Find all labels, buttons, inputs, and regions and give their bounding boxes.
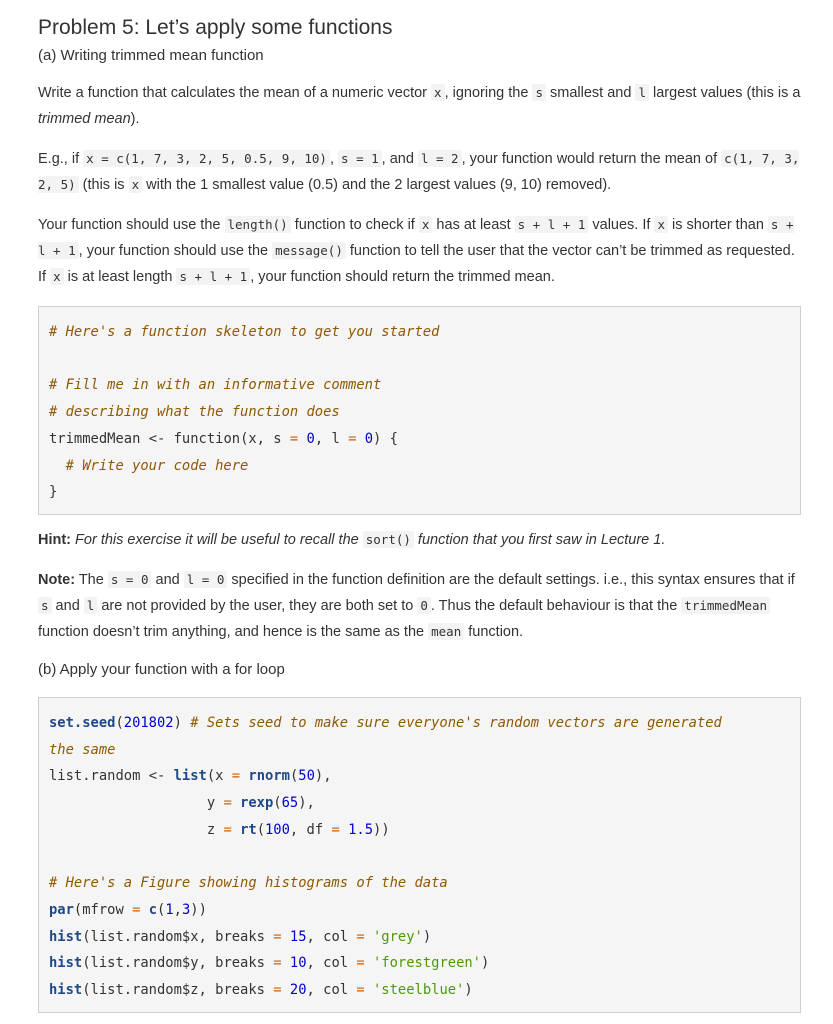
emphasis: trimmed mean	[38, 111, 131, 127]
text: and	[151, 571, 184, 588]
code-token: 0	[306, 430, 315, 447]
text: , and	[381, 151, 418, 167]
code-token: 65	[281, 795, 299, 812]
code-token: (	[256, 821, 265, 838]
code-token: 'grey'	[373, 928, 423, 945]
code-line	[49, 950, 790, 977]
code-token: =	[348, 981, 373, 998]
code-token: 'forestgreen'	[373, 955, 481, 972]
inline-code: x	[654, 216, 668, 233]
code-token: <-	[148, 768, 166, 785]
inline-code: s = 0	[108, 571, 152, 588]
text: ,	[329, 151, 339, 167]
code-token: =	[215, 795, 241, 812]
code-token: 50	[298, 768, 315, 785]
code-token: col	[323, 928, 349, 945]
code-token: =	[264, 955, 290, 972]
text: specified in the function definition are the default settings. i.e., this syntax ensures that if	[227, 571, 795, 588]
code-token: # Sets seed to make sure everyone's random vectors are generated	[190, 714, 722, 731]
code-token: x	[215, 768, 224, 785]
text: with the 1 smallest value (0.5) and the 2 largest values (9, 10) removed).	[142, 177, 612, 193]
code-token	[49, 822, 207, 838]
code-token: (	[73, 901, 83, 918]
inline-code: s + l + 1	[38, 217, 794, 258]
code-token: rt	[240, 821, 257, 838]
code-token: 20	[289, 981, 307, 998]
code-token	[165, 768, 173, 784]
code-token: =	[123, 901, 149, 918]
code-token: ,	[173, 901, 182, 918]
text: Write a function that calculates the mean of a numeric vector	[38, 85, 432, 101]
inline-code: s	[532, 84, 546, 101]
code-token: (list.random$x,	[82, 928, 216, 945]
code-line-blank	[49, 843, 790, 870]
code-token: col	[323, 955, 349, 972]
code-token: breaks	[215, 928, 265, 945]
code-line: # Here's a function skeleton to get you started	[49, 324, 440, 340]
code-line: # describing what the function does	[49, 404, 340, 421]
code-token: ,	[306, 928, 324, 945]
code-token: list	[173, 768, 207, 785]
code-token: z	[206, 821, 216, 838]
code-token: par	[49, 901, 74, 918]
code-token: hist	[49, 955, 83, 972]
code-line	[49, 897, 790, 924]
inline-code: x	[129, 176, 143, 193]
text: E.g., if	[38, 151, 84, 167]
text: function that you first saw in Lecture 1.	[413, 531, 666, 548]
text: is at least length	[63, 269, 177, 285]
code-line	[49, 790, 790, 817]
code-token: y	[206, 795, 216, 812]
text: function to tell the user that the vector can’t be trimmed as requested. If	[38, 243, 795, 285]
code-token: ))	[373, 821, 390, 838]
code-token: trimmedMean	[49, 430, 149, 447]
inline-code: x	[431, 84, 445, 101]
inline-code: s = 1	[338, 150, 382, 167]
code-token: =	[281, 430, 307, 447]
text: , ignoring the	[444, 85, 533, 101]
text: function.	[464, 623, 524, 640]
text: , your function should return the trimmed mean.	[250, 269, 555, 285]
code-token: =	[348, 928, 373, 945]
code-token: ),	[298, 795, 315, 812]
text: function doesn’t trim anything, and hence is the same as the	[38, 623, 429, 640]
code-token: ,	[306, 955, 324, 972]
code-token: s	[273, 430, 282, 447]
code-line	[49, 924, 790, 951]
code-token: ))	[190, 901, 207, 918]
code-token: (list.random$z,	[82, 981, 216, 998]
inline-code: 0	[417, 597, 431, 614]
code-block-skeleton[interactable]	[38, 306, 801, 515]
code-line-blank	[49, 346, 790, 373]
code-token: =	[348, 955, 373, 972]
text: and	[51, 597, 84, 614]
text: are not provided by the user, they are both set to	[97, 597, 418, 614]
code-line: # Fill me in with an informative comment	[49, 377, 382, 394]
text: . Thus the default behaviour is that the	[430, 597, 682, 614]
paragraph-intro	[38, 80, 801, 132]
text: function to check if	[290, 217, 419, 233]
code-token: (list.random$y,	[82, 955, 216, 972]
text: largest values (this is a	[648, 85, 801, 101]
inline-code: x	[419, 216, 433, 233]
code-token: )	[464, 981, 473, 998]
code-line: # Write your code here	[49, 457, 249, 474]
code-line	[49, 426, 790, 453]
section-a-heading: (a) Writing trimmed mean function	[38, 47, 264, 64]
code-token: 10	[289, 955, 307, 972]
text: Your function should use the	[38, 217, 225, 233]
inline-code: trimmedMean	[681, 597, 770, 614]
inline-code: length()	[225, 216, 291, 233]
text: values. If	[588, 217, 655, 233]
code-token: 'steelblue'	[373, 981, 465, 998]
inline-code: s + l + 1	[515, 216, 589, 233]
code-token: ,	[314, 430, 332, 447]
text: is shorter than	[667, 217, 768, 233]
code-token: (	[157, 901, 166, 918]
code-token: 1	[165, 901, 174, 918]
inline-code: c(1, 7, 3, 2, 5)	[38, 151, 800, 192]
code-token: list.random	[49, 768, 149, 785]
code-token: rexp	[240, 795, 274, 812]
note-label: Note:	[38, 571, 76, 588]
inline-code: l = 2	[418, 150, 462, 167]
code-line: the same	[49, 741, 116, 758]
code-token: 0	[364, 430, 374, 447]
code-token: =	[339, 430, 365, 447]
code-token: =	[215, 821, 241, 838]
code-token: rnorm	[248, 768, 290, 785]
text: has at least	[432, 217, 515, 233]
code-token: ),	[314, 768, 332, 785]
code-line	[49, 817, 790, 844]
text: smallest and	[545, 85, 636, 101]
code-token: 15	[289, 928, 307, 945]
text: For this exercise it will be useful to recall the	[71, 531, 363, 548]
code-line: # Here's a Figure showing histograms of the data	[49, 875, 448, 892]
text: The	[75, 571, 108, 588]
inline-code: l	[84, 597, 98, 614]
code-line: }	[49, 484, 58, 501]
inline-code: x = c(1, 7, 3, 2, 5, 0.5, 9, 10)	[83, 150, 330, 167]
code-token: 100	[265, 821, 290, 838]
problem-title: Problem 5: Let’s apply some functions	[38, 16, 393, 39]
inline-code: l = 0	[184, 571, 228, 588]
code-token: ) {	[373, 430, 398, 447]
code-token: mfrow	[82, 901, 124, 918]
code-token: )	[422, 928, 432, 945]
code-token: 201802	[123, 714, 174, 731]
code-token: breaks	[215, 955, 265, 972]
inline-code: s	[38, 597, 52, 614]
section-b-heading: (b) Apply your function with a for loop	[38, 660, 285, 678]
code-token: 1.5	[348, 821, 374, 838]
text: , your function would return the mean of	[461, 151, 722, 167]
code-token: =	[264, 981, 290, 998]
code-token: df	[306, 821, 324, 838]
code-token: (	[115, 714, 124, 731]
code-token: =	[323, 821, 349, 838]
paragraph-requirements	[38, 212, 801, 290]
text: , your function should use the	[78, 243, 273, 259]
code-token: ,	[289, 821, 307, 838]
code-token: hist	[49, 928, 83, 945]
code-token: set.seed	[49, 714, 116, 731]
code-token: (	[206, 768, 216, 785]
hint-label: Hint:	[38, 531, 72, 548]
code-token: =	[223, 768, 249, 785]
hint-paragraph	[38, 527, 801, 553]
code-token: ,	[306, 981, 324, 998]
code-block-apply[interactable]	[38, 697, 801, 1013]
code-token: col	[323, 981, 349, 998]
code-token: c	[148, 901, 158, 918]
inline-code: s + l + 1	[176, 268, 250, 285]
paragraph-example	[38, 146, 801, 198]
code-line	[49, 977, 790, 1004]
note-paragraph	[38, 567, 801, 645]
code-token: function(x,	[165, 430, 274, 447]
inline-code: mean	[428, 623, 464, 640]
inline-code: sort()	[363, 531, 414, 548]
text: (this is	[78, 177, 129, 193]
code-token: (	[289, 768, 299, 785]
code-token	[49, 795, 207, 811]
code-line	[49, 763, 790, 790]
code-token: =	[264, 928, 290, 945]
code-token: )	[480, 955, 490, 972]
text: ).	[130, 111, 140, 127]
inline-code: l	[635, 84, 649, 101]
inline-code: message()	[272, 242, 346, 259]
code-line	[49, 710, 790, 737]
inline-code: x	[50, 268, 64, 285]
code-token: breaks	[215, 981, 265, 998]
code-token: 3	[181, 901, 191, 918]
code-token: (	[273, 795, 282, 812]
code-token: )	[173, 714, 191, 731]
code-token: hist	[49, 981, 83, 998]
code-token: <-	[148, 430, 166, 447]
code-token: l	[331, 430, 340, 447]
